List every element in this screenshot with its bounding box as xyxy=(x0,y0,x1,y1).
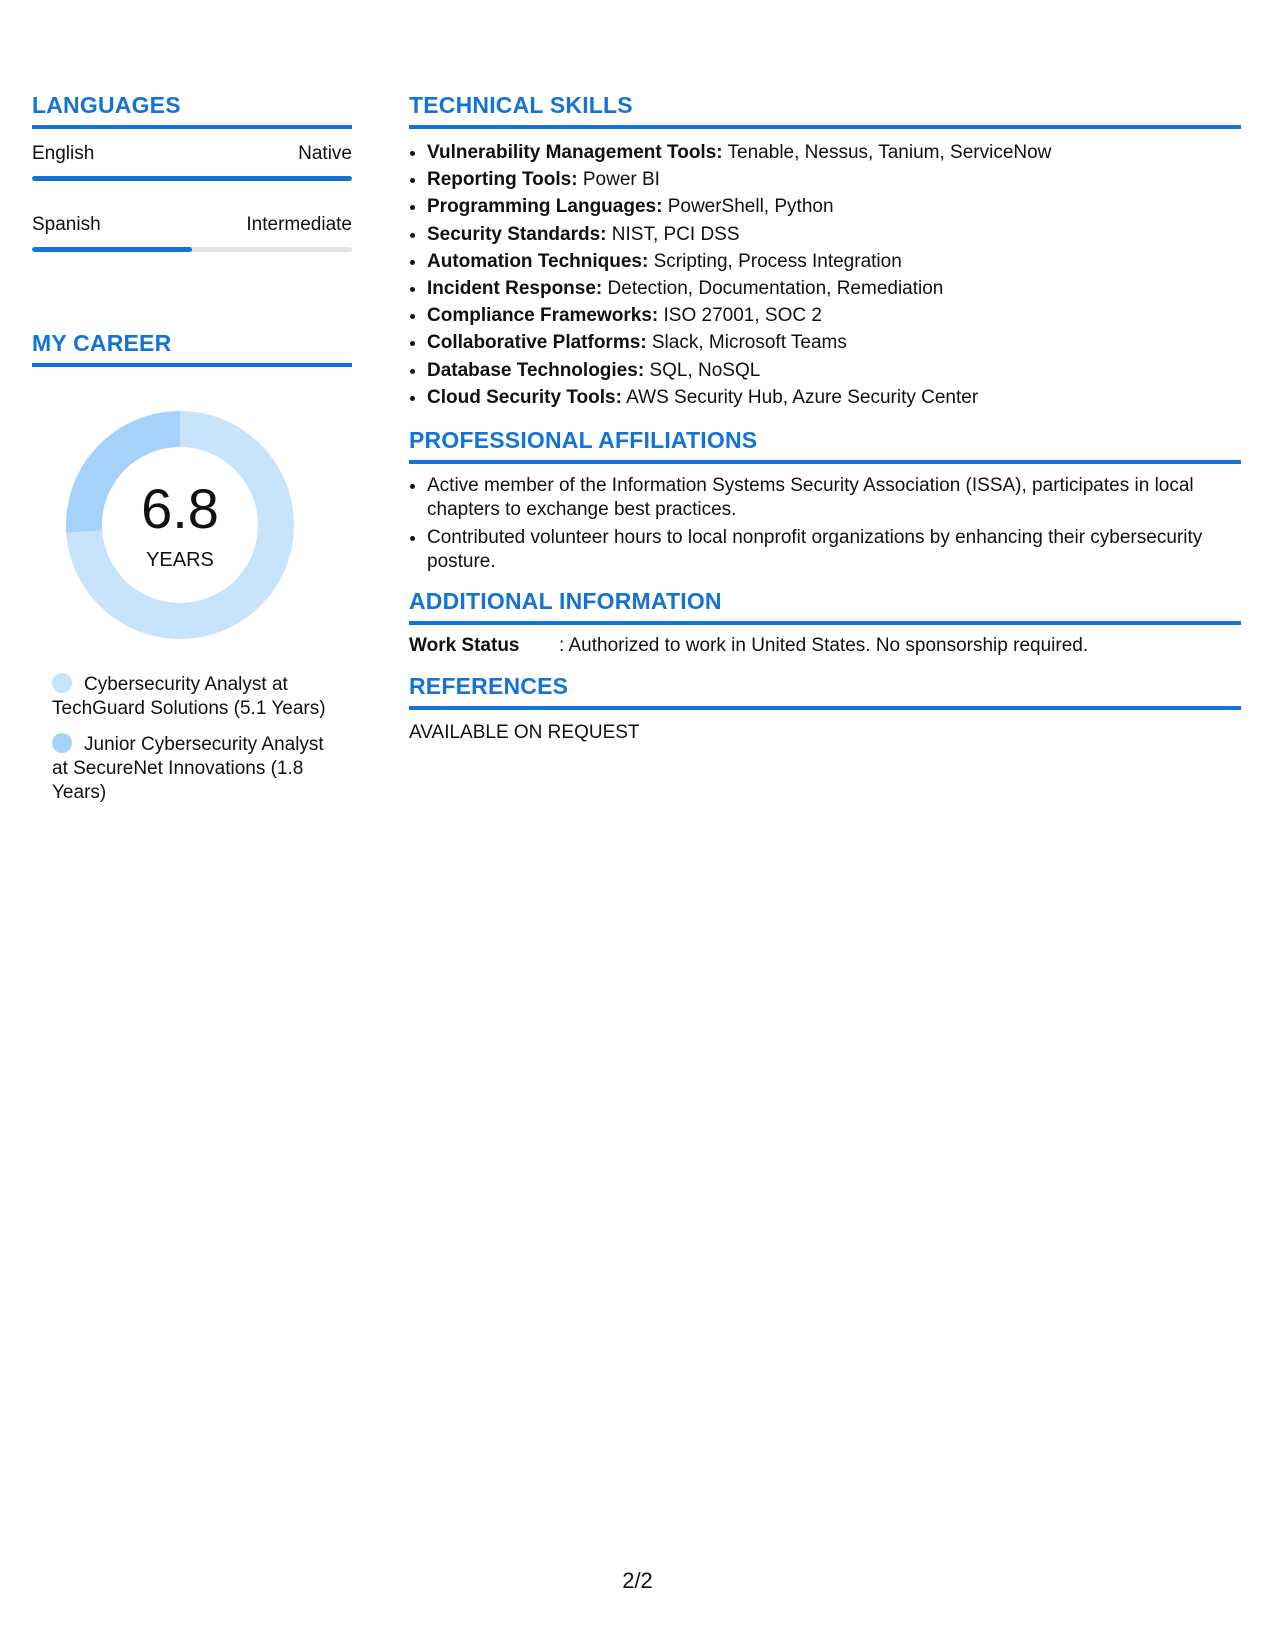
legend-dot-icon xyxy=(52,673,72,693)
skill-item xyxy=(427,275,1241,302)
career-legend-item xyxy=(52,733,342,805)
language-proficiency-bar xyxy=(32,176,352,181)
skill-name: Security Standards: xyxy=(427,223,607,245)
career-legend-label: Cybersecurity Analyst at TechGuard Solutions (5.1 Years) xyxy=(52,674,326,719)
skill-value: SQL, NoSQL xyxy=(644,359,761,381)
page-number: 2/2 xyxy=(622,1568,653,1593)
affiliations-heading: PROFESSIONAL AFFILIATIONS xyxy=(409,427,1241,464)
career-legend-item xyxy=(52,673,342,721)
skill-value: Power BI xyxy=(577,169,660,191)
language-entry xyxy=(32,214,352,252)
affiliation-item: • Contributed volunteer hours to local nonprofit organizations by enhancing their cybersecurity posture. xyxy=(427,526,1241,574)
additional-info-heading: ADDITIONAL INFORMATION xyxy=(409,588,1241,625)
skill-name: Collaborative Platforms: xyxy=(427,332,647,354)
skill-value: AWS Security Hub, Azure Security Center xyxy=(621,386,979,408)
work-status-row xyxy=(409,635,1241,657)
skill-value: ISO 27001, SOC 2 xyxy=(658,305,822,327)
affiliation-item: • Active member of the Information Systems Security Association (ISSA), participates in local chapters to exchange best practices. xyxy=(427,474,1241,522)
language-level: Intermediate xyxy=(246,214,352,235)
skill-name: Reporting Tools: xyxy=(427,169,578,191)
career-donut-chart xyxy=(66,411,294,639)
career-legend-label: Junior Cybersecurity Analyst at SecureNet Innovations (1.8 Years) xyxy=(52,734,324,803)
skill-name: Programming Languages: xyxy=(427,196,663,218)
skill-value: Tenable, Nessus, Tanium, ServiceNow xyxy=(722,142,1052,163)
references-text: AVAILABLE ON REQUEST xyxy=(409,722,640,744)
skill-name: Cloud Security Tools: xyxy=(427,386,622,408)
skill-name: Incident Response: xyxy=(427,278,603,300)
technical-skills-heading: TECHNICAL SKILLS xyxy=(409,92,1241,129)
language-name: Spanish xyxy=(32,214,101,235)
skill-value: NIST, PCI DSS xyxy=(606,223,740,245)
career-total-unit: YEARS xyxy=(146,549,214,571)
language-proficiency-fill xyxy=(32,176,352,181)
skill-name: Database Technologies: xyxy=(427,359,645,381)
skill-item xyxy=(427,357,1241,384)
affiliations-list xyxy=(409,474,1241,574)
language-proficiency-bar xyxy=(32,247,352,252)
language-proficiency-fill xyxy=(32,247,192,252)
skill-item xyxy=(427,248,1241,275)
technical-skills-list xyxy=(409,139,1241,411)
work-status-label: Work Status xyxy=(409,635,520,657)
skill-value: Slack, Microsoft Teams xyxy=(646,332,847,354)
legend-dot-icon xyxy=(52,733,72,753)
language-name: English xyxy=(32,143,95,164)
skill-item xyxy=(427,221,1241,248)
skill-name: Vulnerability Management Tools: xyxy=(427,142,723,163)
skill-item xyxy=(427,193,1241,220)
skill-item xyxy=(427,139,1241,166)
skill-item xyxy=(427,302,1241,329)
language-entry xyxy=(32,143,352,181)
skill-name: Compliance Frameworks: xyxy=(427,305,659,327)
work-status-value: : Authorized to work in United States. No sponsorship required. xyxy=(559,635,1089,657)
skill-item xyxy=(427,166,1241,193)
skill-value: Detection, Documentation, Remediation xyxy=(602,278,944,300)
career-legend xyxy=(52,673,342,805)
language-level: Native xyxy=(298,143,352,164)
skill-item xyxy=(427,329,1241,356)
career-total-years: 6.8 xyxy=(141,477,219,540)
skill-name: Automation Techniques: xyxy=(427,250,649,272)
left-column xyxy=(32,92,352,817)
right-column xyxy=(409,92,1241,744)
references-heading: REFERENCES xyxy=(409,673,1241,710)
skill-value: PowerShell, Python xyxy=(662,196,834,218)
languages-heading: LANGUAGES xyxy=(32,92,352,129)
skill-item xyxy=(427,384,1241,411)
career-heading: MY CAREER xyxy=(32,330,352,367)
skill-value: Scripting, Process Integration xyxy=(648,250,902,272)
